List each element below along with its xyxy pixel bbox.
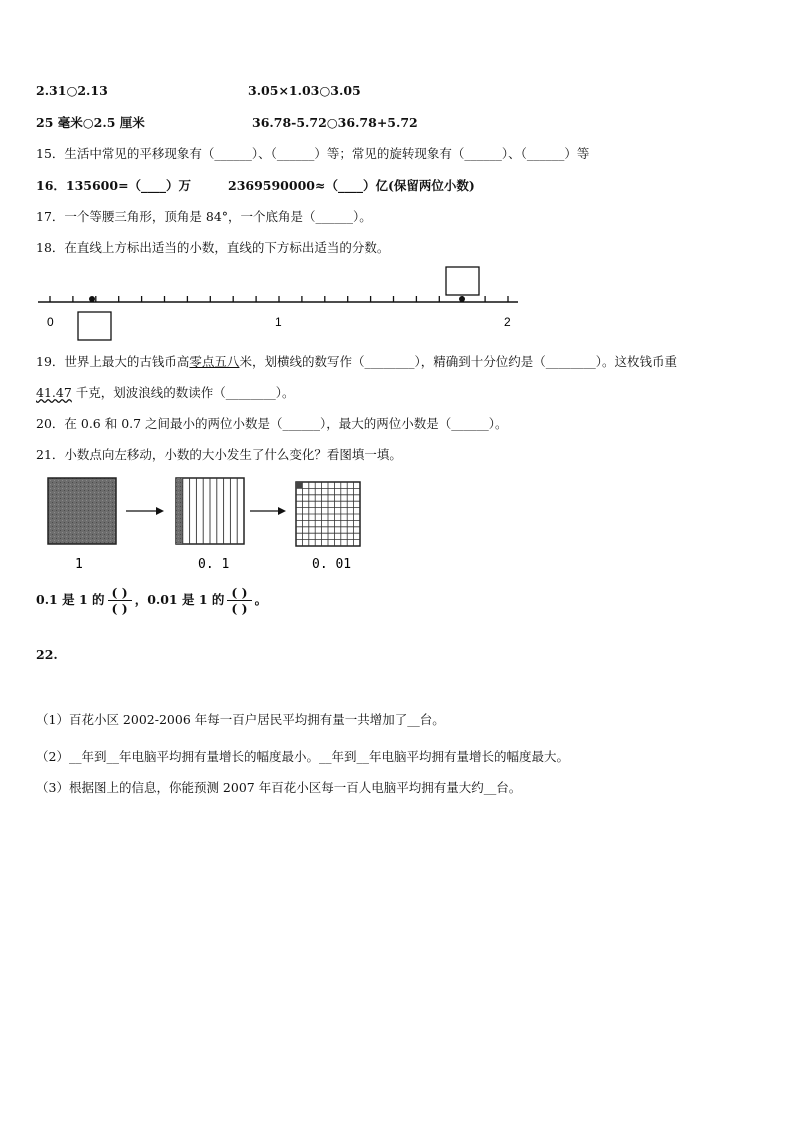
q19-text-c: 千克，划波浪线的数读作（________）。	[71, 385, 295, 400]
compare-item-1: 2.31○2.13	[36, 83, 108, 98]
marked-point-high	[459, 296, 465, 302]
question-19-line1	[36, 353, 677, 371]
compare-item-4: 36.78-5.72○36.78+5.72	[252, 115, 418, 130]
question-15: 15．生活中常见的平移现象有（______）、（______）等；常见的旋转现象有（______）、（______）等	[36, 146, 590, 161]
axis-label-2: 2	[504, 315, 511, 329]
label-hundredth: 0. 01	[312, 557, 352, 572]
fraction-2-denominator[interactable]: ( )	[231, 601, 248, 616]
fraction-1-numerator[interactable]: ( )	[108, 585, 132, 601]
q19-underlined-number: 零点五八	[189, 354, 240, 369]
question-22-sub1: （1）百花小区 2002-2006 年每一百户居民平均拥有量一共增加了__台。	[36, 712, 445, 727]
question-20: 20．在 0.6 和 0.7 之间最小的两位小数是（______），最大的两位小数是（______）。	[36, 416, 508, 431]
fraction-blank-1[interactable]	[108, 585, 132, 616]
hundredths-grid	[296, 482, 360, 546]
q21-text-end: 。	[254, 592, 268, 607]
q21-text-b: ，0.01 是 1 的	[134, 592, 225, 607]
question-21: 21．小数点向左移动，小数的大小发生了什么变化？看图填一填。	[36, 447, 402, 462]
number-line-figure	[30, 262, 530, 344]
q21-text-a: 0.1 是 1 的	[36, 592, 105, 607]
axis-label-0: 0	[47, 315, 54, 329]
question-17: 17．一个等腰三角形，顶角是 84°，一个底角是（______）。	[36, 209, 372, 224]
whole-square	[48, 478, 116, 544]
fraction-2-numerator[interactable]: ( )	[227, 585, 251, 601]
q19-text-b: 米，划横线的数写作（________），精确到十分位约是（________）。这枚钱币重	[239, 354, 677, 369]
axis-label-1: 1	[275, 315, 282, 329]
q19-wavy-number: 41.47	[36, 385, 72, 400]
fraction-blank-2[interactable]	[227, 585, 251, 616]
fraction-1-denominator[interactable]: ( )	[111, 601, 128, 616]
question-19-line2	[36, 384, 295, 402]
answer-box-below[interactable]	[78, 312, 111, 340]
question-16-part1: 16．135600=（____）万	[36, 178, 192, 193]
question-22: 22.	[36, 647, 58, 662]
q19-text-a: 19．世界上最大的古钱币高	[36, 354, 190, 369]
label-whole: 1	[75, 557, 83, 572]
question-22-sub2: （2）__年到__年电脑平均拥有量增长的幅度最小。__年到__年电脑平均拥有量增长的幅度最大。	[36, 749, 569, 764]
decimal-squares-figure	[40, 470, 380, 580]
number-line-ticks	[50, 296, 508, 302]
label-tenth: 0. 1	[198, 557, 230, 572]
question-16-part2: 2369590000≈（____）亿(保留两位小数)	[228, 178, 475, 193]
question-18: 18．在直线上方标出适当的小数，直线的下方标出适当的分数。	[36, 240, 390, 255]
tenths-square	[176, 478, 244, 544]
answer-box-above[interactable]	[446, 267, 479, 295]
compare-item-2: 3.05×1.03○3.05	[248, 83, 361, 98]
question-22-sub3: （3）根据图上的信息，你能预测 2007 年百花小区每一百人电脑平均拥有量大约__台。	[36, 780, 522, 795]
q21-fill-sentence	[36, 585, 267, 616]
compare-item-3: 25 毫米○2.5 厘米	[36, 115, 145, 130]
